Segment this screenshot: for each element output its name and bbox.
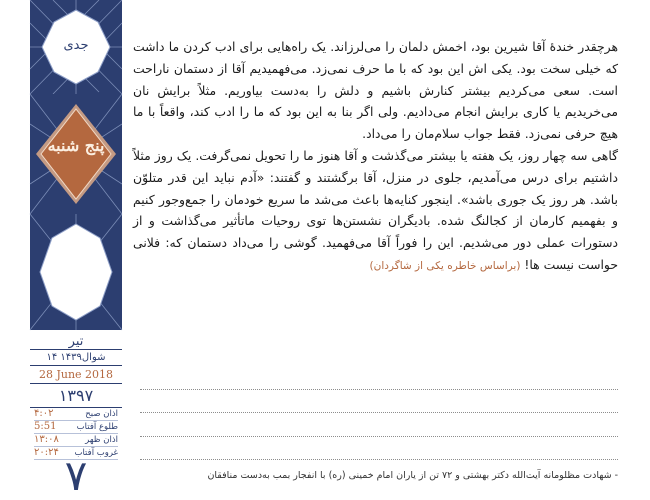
prayer-time-value: 5:51 — [34, 421, 57, 432]
prayer-time-label: اذان ظهر — [85, 435, 118, 445]
prayer-time-row — [34, 408, 118, 421]
prayer-time-row — [34, 434, 118, 447]
prayer-time-row — [34, 447, 118, 460]
prayer-time-value: ۱۳:۰۸ — [34, 434, 59, 445]
note-line — [140, 366, 618, 390]
occasion-footer: - شهادت مظلومانه آیت‌الله دکتر بهشتی و ۷۲ تن از یاران امام خمینی (ره) با انفجار بمب به‌دست منافقان — [207, 470, 618, 481]
day-number-tile-frame — [30, 214, 122, 330]
month-tile — [30, 0, 122, 94]
source-note: (براساس خاطره یکی از شاگردان) — [369, 259, 521, 272]
gregorian-date: 28 June 2018 — [30, 365, 122, 383]
paragraph-2 — [133, 145, 618, 278]
prayer-time-label: اذان صبح — [85, 409, 118, 419]
note-line — [140, 390, 618, 414]
prayer-time-row — [34, 421, 118, 434]
solar-year: ۱۳۹۷ — [30, 383, 122, 407]
note-line — [140, 437, 618, 461]
weekday-badge — [36, 104, 116, 204]
paragraph-2-text: گاهی سه چهار روز، یک هفته یا بیشتر می‌گذشت و آقا هنوز ما را تحویل نمی‌گرفت. یک روز مثلاً داشتیم برای درس می‌آمدیم، جلوی در منزل، آقا برگشتند و گفتند: «آدم نباید این قدر متلوّن باشد. هر روز یک جوری باشد». اینجور کنایه‌ها باعث می‌شد ما سریع خودمان را جمع‌وجور کنیم و بفهمیم کارمان از کجالنگ شده. بادیگران نشستن‌ها توی روحیات ماتأثیر می‌گذاشت و از دستورات عملی دور می‌شدیم. این را فوراً آقا می‌فهمید. گوشی را می‌داد دستمان که: فلانی حواست نیست ها! — [133, 147, 618, 272]
prayer-time-label: غروب آفتاب — [74, 448, 118, 458]
prayer-time-value: ۲۰:۲۴ — [34, 447, 59, 458]
solar-month: تیر — [68, 334, 84, 349]
weekday-name: پنج شنبه — [47, 136, 105, 155]
prayer-times — [30, 407, 122, 460]
calendar-sidebar — [30, 0, 122, 500]
notes-area — [140, 366, 618, 460]
prayer-time-value: ۴:۰۲ — [34, 408, 54, 419]
note-line — [140, 413, 618, 437]
lunar-month: جدی — [63, 38, 89, 53]
date-info — [30, 334, 122, 460]
prayer-time-label: طلوع آفتاب — [76, 422, 118, 432]
hijri-date: ۱۴ شوال۱۴۳۹ — [30, 349, 122, 365]
paragraph-1: هرچقدر خندهٔ آقا شیرین بود، اخمش دلمان را می‌لرزاند. یک راه‌هایی برای ادب کردن ما داشت که خیلی سخت بود. یکی اش این بود که با ما حرف نمی‌زد. می‌فهمیدیم آقا از دستمان ناراحت است. سعی می‌کردیم بیشتر کنارش باشیم و دلش را به‌دست بیاوریم. مثلاً برایش نان می‌خریدیم یا کاری برایش انجام می‌دادیم. ولی اگر بنا به این بود که ما را ادب کند، واقعاً با ما هیچ حرفی نمی‌زد. فقط جواب سلام‌مان را می‌داد. — [133, 39, 618, 142]
day-number: ۷ — [64, 451, 88, 500]
memoir-text — [133, 36, 618, 278]
